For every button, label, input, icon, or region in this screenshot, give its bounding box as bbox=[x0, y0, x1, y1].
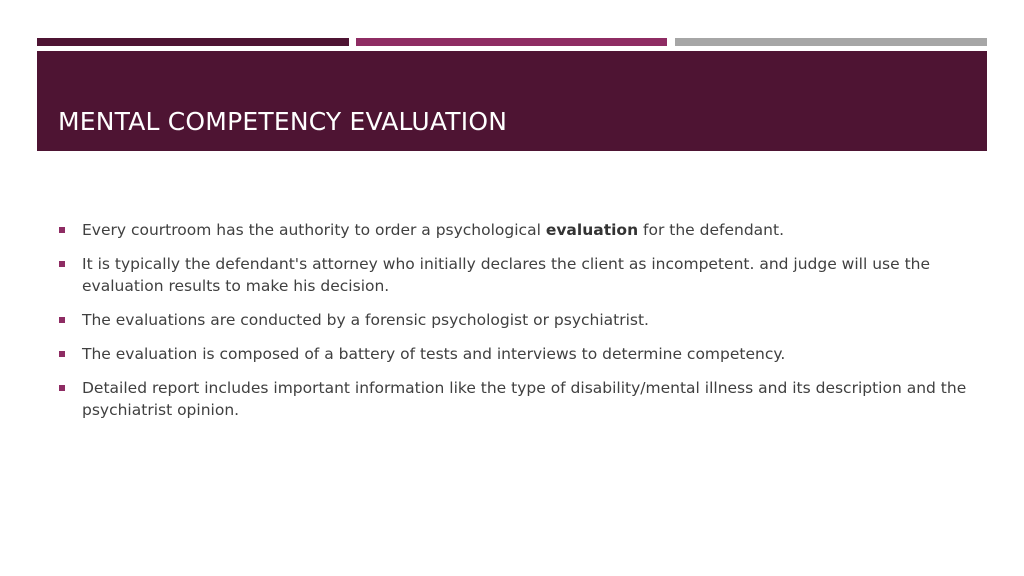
square-bullet-icon bbox=[59, 385, 65, 391]
bullet-text: The evaluations are conducted by a forensic psychologist or psychiatrist. bbox=[82, 311, 649, 329]
bullet-text: Every courtroom has the authority to order a psychological evaluation for the defendant. bbox=[82, 221, 784, 239]
slide-title: MENTAL COMPETENCY EVALUATION bbox=[58, 107, 508, 136]
accent-strip-magenta bbox=[356, 38, 667, 46]
bullet-text: It is typically the defendant's attorney who initially declares the client as incompetent. and judge will use the evaluation results to make his decision. bbox=[82, 255, 931, 295]
bold-term: evaluation bbox=[545, 221, 639, 239]
bullet-text: The evaluation is composed of a battery of tests and interviews to determine competency. bbox=[82, 345, 786, 363]
bullet-item bbox=[58, 253, 978, 297]
title-band bbox=[37, 51, 987, 151]
bullet-item bbox=[58, 343, 978, 365]
accent-strip-gray bbox=[675, 38, 987, 46]
square-bullet-icon bbox=[59, 351, 65, 357]
bullet-list bbox=[58, 219, 978, 433]
accent-strip-dark bbox=[37, 38, 349, 46]
bullet-item bbox=[58, 309, 978, 331]
square-bullet-icon bbox=[59, 261, 65, 267]
bullet-item bbox=[58, 219, 978, 241]
bullet-item bbox=[58, 377, 978, 421]
square-bullet-icon bbox=[59, 227, 65, 233]
bullet-text: Detailed report includes important information like the type of disability/mental illness and its description and the psychiatrist opinion. bbox=[82, 379, 967, 419]
square-bullet-icon bbox=[59, 317, 65, 323]
